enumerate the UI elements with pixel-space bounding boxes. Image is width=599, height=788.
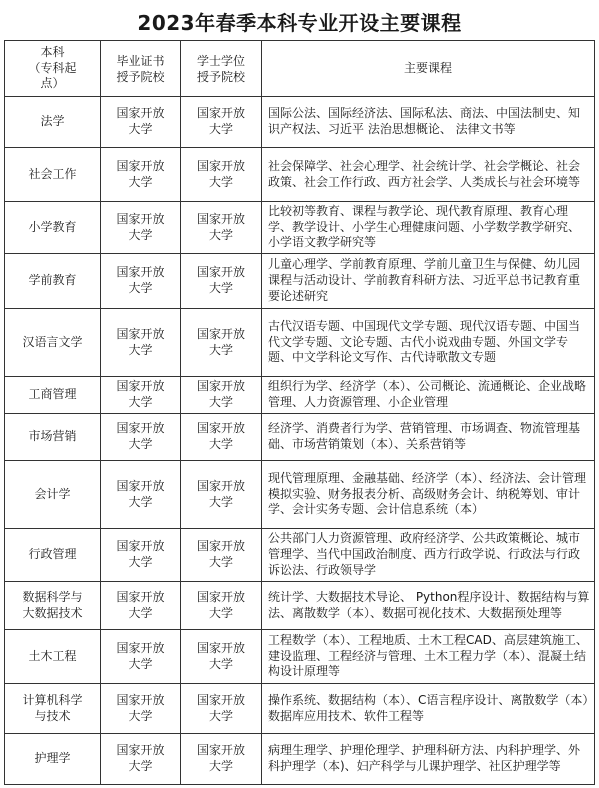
major-cell xyxy=(5,529,101,582)
cert-cell-text: 国家开放 大学 xyxy=(116,743,165,773)
cert-cell xyxy=(101,254,181,309)
cert-cell xyxy=(101,734,181,785)
degree-cell xyxy=(181,529,262,582)
degree-cell xyxy=(181,309,262,377)
courses-cell xyxy=(262,630,595,684)
degree-cell xyxy=(181,254,262,309)
degree-cell-text: 国家开放 大学 xyxy=(196,326,245,357)
courses-cell-text: 社会保障学、社会心理学、社会统计学、社会学概论、社会政策、社会工作行政、西方社会学、人类成长与社会环境等 xyxy=(268,158,581,189)
cert-cell xyxy=(101,461,181,529)
courses-cell-text: 古代汉语专题、中国现代文学专题、现代汉语专题、中国当代文学专题、文论专题、古代小说戏曲专题、外国文学专题、中文学科论文写作、古代诗歌散文专题 xyxy=(268,318,581,365)
degree-cell-text: 国家开放 大学 xyxy=(196,265,245,295)
degree-cell xyxy=(181,202,262,254)
major-cell-text: 数据科学与 大数据技术 xyxy=(22,589,83,620)
cert-cell-text: 国家开放 大学 xyxy=(116,478,165,509)
degree-cell-text: 国家开放 大学 xyxy=(196,743,245,773)
cert-cell-text: 国家开放 大学 xyxy=(116,326,165,357)
major-cell xyxy=(5,202,101,254)
page-title: 2023年春季本科专业开设主要课程 xyxy=(137,11,462,35)
header-cert-label: 毕业证书 授予院校 xyxy=(116,53,165,84)
table-row xyxy=(5,202,595,254)
degree-cell xyxy=(181,377,262,414)
table-body xyxy=(5,41,595,785)
table-row xyxy=(5,414,595,461)
degree-cell-text: 国家开放 大学 xyxy=(196,106,245,136)
courses-cell xyxy=(262,414,595,461)
courses-cell-text: 国际公法、国际经济法、国际私法、商法、中国法制史、知识产权法、习近平 法治思想概论、 法律文书等 xyxy=(268,106,581,136)
major-cell xyxy=(5,461,101,529)
degree-cell xyxy=(181,734,262,785)
degree-cell xyxy=(181,97,262,148)
cert-cell xyxy=(101,529,181,582)
degree-cell xyxy=(181,461,262,529)
degree-cell-text: 国家开放 大学 xyxy=(196,692,245,723)
courses-cell-text: 儿童心理学、学前教育原理、学前儿童卫生与保健、幼儿园课程与活动设计、学前教育科研方法、习近平总书记教育重要论述研究 xyxy=(268,257,581,303)
cert-cell-text: 国家开放 大学 xyxy=(116,265,165,295)
major-cell xyxy=(5,148,101,202)
major-cell xyxy=(5,254,101,309)
courses-cell xyxy=(262,529,595,582)
courses-cell xyxy=(262,202,595,254)
cert-cell xyxy=(101,582,181,630)
major-cell xyxy=(5,684,101,734)
courses-cell-text: 现代管理原理、金融基础、经济学（本）、经济法、会计管理模拟实验、财务报表分析、高级财务会计、纳税筹划、审计学、会计实务专题、会计信息系统（本） xyxy=(268,470,587,517)
cert-cell-text: 国家开放 大学 xyxy=(116,421,165,451)
table-row xyxy=(5,148,595,202)
table-row xyxy=(5,461,595,529)
header-major-label: 本科 （专科起 点） xyxy=(28,45,77,91)
degree-cell-text: 国家开放 大学 xyxy=(196,589,245,620)
courses-cell xyxy=(262,97,595,148)
cert-cell-text: 国家开放 大学 xyxy=(116,692,165,723)
cert-cell-text: 国家开放 大学 xyxy=(116,589,165,620)
table-row xyxy=(5,309,595,377)
degree-cell-text: 国家开放 大学 xyxy=(196,539,245,569)
courses-cell-text: 经济学、消费者行为学、营销管理、市场调查、物流管理基础、市场营销策划（本）、关系营销等 xyxy=(268,421,581,451)
table-row xyxy=(5,377,595,414)
degree-cell-text: 国家开放 大学 xyxy=(196,379,245,409)
degree-cell xyxy=(181,148,262,202)
courses-cell-text: 工程数学（本）、工程地质、土木工程CAD、高层建筑施工、建设监理、工程经济与管理、土木工程力学（本）、混凝土结构设计原理等 xyxy=(268,632,588,679)
courses-cell xyxy=(262,377,595,414)
table-row xyxy=(5,734,595,785)
courses-cell-text: 比较初等教育、课程与教学论、现代教育原理、教育心理学、教学设计、小学生心理健康问题、小学数学教学研究、小学语文教学研究等 xyxy=(268,203,581,250)
degree-cell xyxy=(181,630,262,684)
major-cell-text: 社会工作 xyxy=(28,166,77,181)
courses-cell xyxy=(262,309,595,377)
degree-cell-text: 国家开放 大学 xyxy=(196,211,245,242)
major-cell xyxy=(5,309,101,377)
table-row xyxy=(5,684,595,734)
major-cell-text: 法学 xyxy=(40,114,65,129)
header-cert xyxy=(101,41,181,97)
courses-cell-text: 病理生理学、护理伦理学、护理科研方法、内科护理学、外科护理学（本)、妇产科学与儿课护理学、社区护理学等 xyxy=(268,743,581,773)
cert-cell-text: 国家开放 大学 xyxy=(116,379,165,409)
cert-cell xyxy=(101,202,181,254)
cert-cell xyxy=(101,684,181,734)
major-cell xyxy=(5,377,101,414)
major-cell-text: 土木工程 xyxy=(28,648,77,663)
courses-cell-text: 操作系统、数据结构（本）、C语言程序设计、离散数学（本）数据库应用技术、软件工程等 xyxy=(268,692,589,723)
cert-cell xyxy=(101,414,181,461)
major-cell-text: 计算机科学 与技术 xyxy=(22,692,83,723)
cert-cell xyxy=(101,97,181,148)
cert-cell xyxy=(101,309,181,377)
table-row xyxy=(5,582,595,630)
major-cell-text: 市场营销 xyxy=(28,429,77,444)
major-cell xyxy=(5,582,101,630)
degree-cell-text: 国家开放 大学 xyxy=(196,158,245,189)
degree-cell-text: 国家开放 大学 xyxy=(196,640,245,671)
major-cell-text: 护理学 xyxy=(34,751,71,766)
degree-cell xyxy=(181,684,262,734)
cert-cell-text: 国家开放 大学 xyxy=(116,640,165,671)
cert-cell-text: 国家开放 大学 xyxy=(116,539,165,569)
degree-cell xyxy=(181,414,262,461)
header-degree-label: 学士学位 授予院校 xyxy=(196,53,245,84)
courses-cell xyxy=(262,734,595,785)
table-row xyxy=(5,254,595,309)
cert-cell-text: 国家开放 大学 xyxy=(116,158,165,189)
table-row xyxy=(5,630,595,684)
courses-cell-text: 公共部门人力资源管理、政府经济学、公共政策概论、城市管理学、当代中国政治制度、西方行政学说、行政法与行政诉讼法、行政领导学 xyxy=(268,531,581,577)
courses-cell xyxy=(262,254,595,309)
header-major xyxy=(5,41,101,97)
degree-cell xyxy=(181,582,262,630)
major-cell-text: 会计学 xyxy=(34,486,71,501)
course-table xyxy=(4,40,595,785)
courses-cell-text: 组织行为学、经济学（本）、公司概论、流通概论、企业战略管理、人力资源管理、小企业管理 xyxy=(268,379,587,409)
major-cell-text: 学前教育 xyxy=(28,273,77,288)
major-cell xyxy=(5,630,101,684)
cert-cell xyxy=(101,630,181,684)
major-cell-text: 工商管理 xyxy=(28,387,77,402)
cert-cell-text: 国家开放 大学 xyxy=(116,211,165,242)
cert-cell xyxy=(101,148,181,202)
major-cell-text: 小学教育 xyxy=(28,219,77,234)
major-cell xyxy=(5,414,101,461)
major-cell-text: 汉语言文学 xyxy=(22,334,83,349)
courses-cell-text: 统计学、大数据技术导论、 Python程序设计、数据结构与算法、离散数学（本）、数据可视化技术、大数据预处理等 xyxy=(268,589,590,620)
courses-cell xyxy=(262,582,595,630)
major-cell xyxy=(5,734,101,785)
courses-cell xyxy=(262,461,595,529)
major-cell-text: 行政管理 xyxy=(28,547,77,562)
cert-cell xyxy=(101,377,181,414)
degree-cell-text: 国家开放 大学 xyxy=(196,421,245,451)
courses-cell xyxy=(262,148,595,202)
header-courses-label: 主要课程 xyxy=(403,60,452,75)
header-degree xyxy=(181,41,262,97)
table-row xyxy=(5,529,595,582)
cert-cell-text: 国家开放 大学 xyxy=(116,106,165,136)
header-courses xyxy=(262,41,595,97)
table-row xyxy=(5,97,595,148)
table-header-row xyxy=(5,41,595,97)
courses-cell xyxy=(262,684,595,734)
degree-cell-text: 国家开放 大学 xyxy=(196,478,245,509)
major-cell xyxy=(5,97,101,148)
